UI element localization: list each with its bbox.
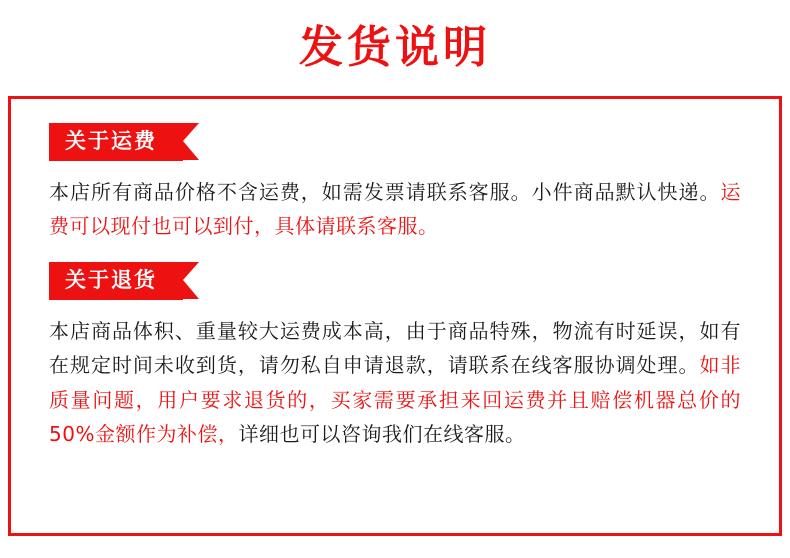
section-shipping — [49, 123, 741, 244]
returns-text-plain-tail: 详细也可以咨询我们在线客服。 — [238, 421, 526, 446]
returns-text-plain: 本店商品体积、重量较大运费成本高，由于商品特殊，物流有时延误，如有在规定时间未收到货，请勿私自申请退款，请联系在线客服协调处理。 — [49, 318, 741, 378]
section-text-shipping — [49, 175, 741, 244]
returns-text-highlight: 如非质量问题，用户要求退货的，买家需要承担来回运费并且赔偿机器总价的50%金额作为补偿， — [49, 353, 741, 446]
shipping-text-highlight: 运费可以现付也可以到付，具体请联系客服。 — [49, 180, 741, 239]
page-title: 发货说明 — [299, 22, 491, 73]
section-badge-returns: 关于退货 — [49, 262, 183, 300]
section-returns — [49, 262, 741, 452]
notice-content-box — [8, 96, 782, 536]
section-text-returns — [49, 314, 741, 452]
shipping-text-plain: 本店所有商品价格不含运费，如需发票请联系客服。小件商品默认快递。 — [49, 180, 721, 204]
section-badge-shipping: 关于运费 — [49, 123, 183, 161]
